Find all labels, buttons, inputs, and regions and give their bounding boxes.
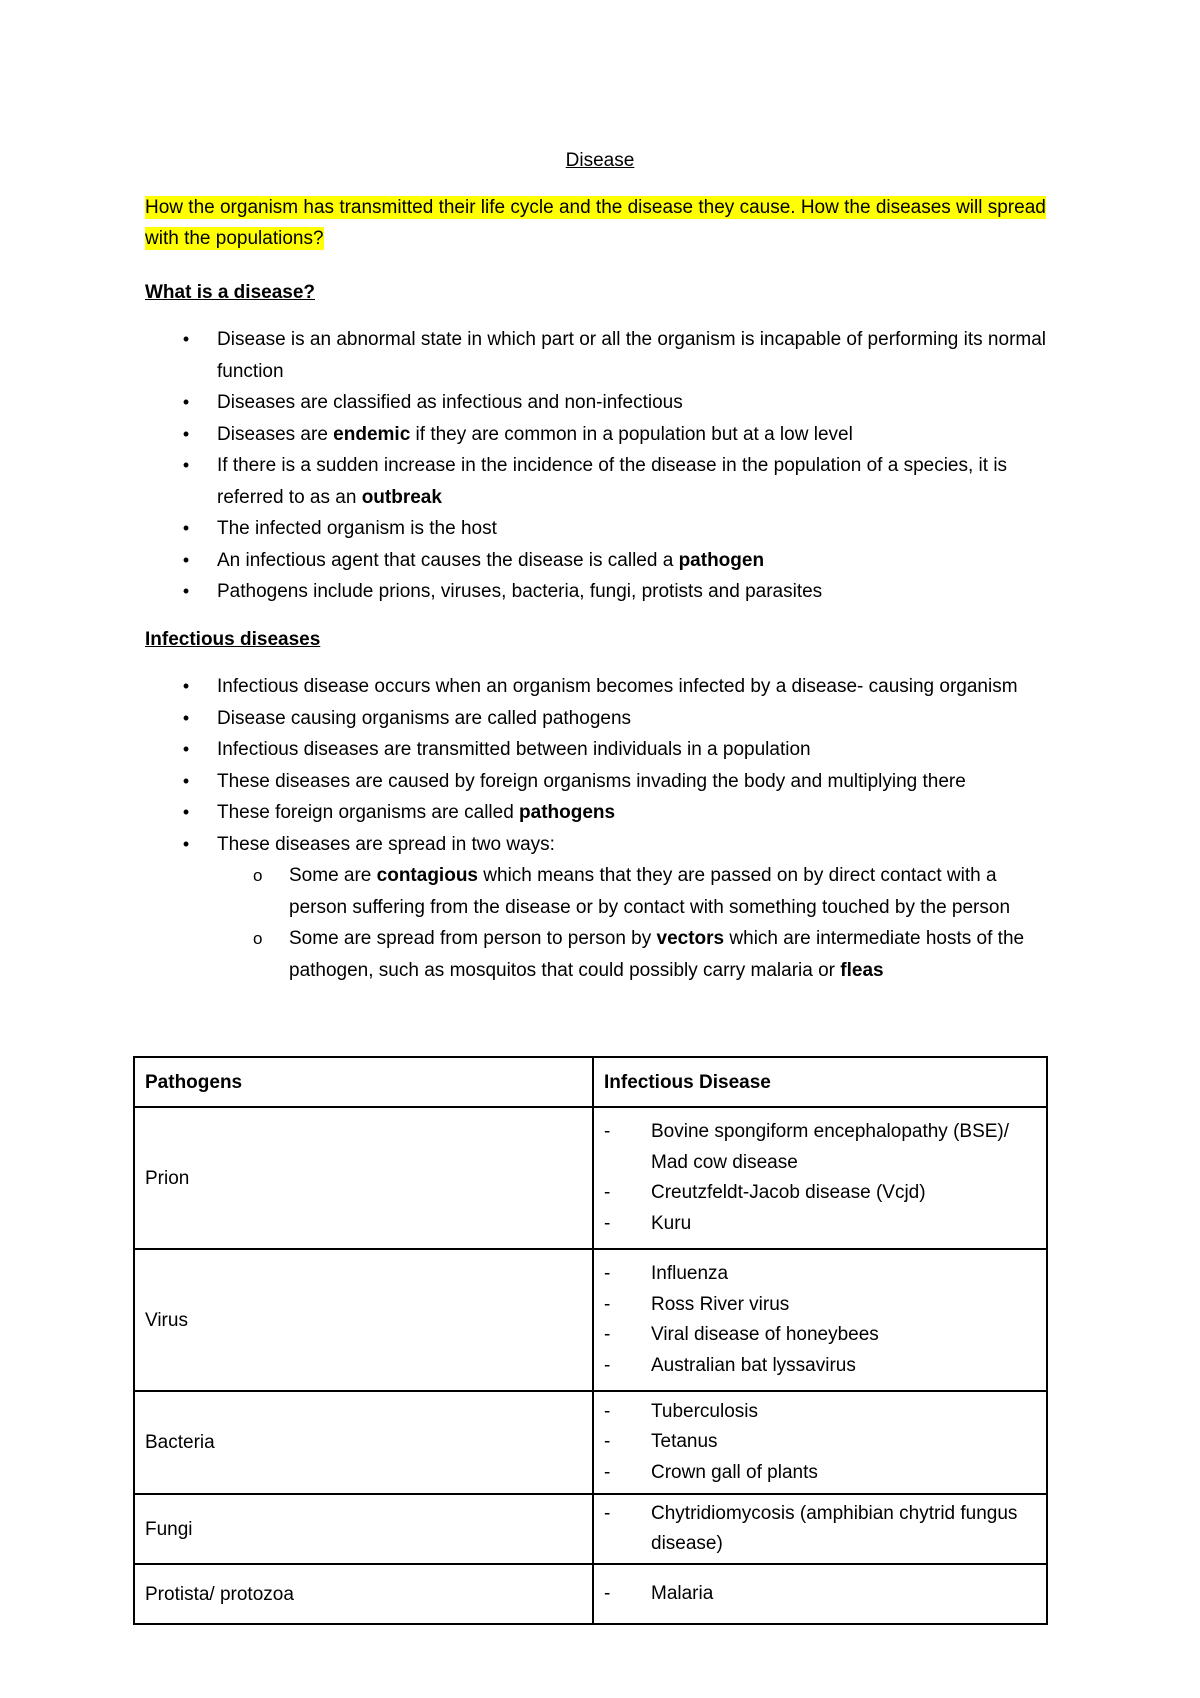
pathogen-cell: Bacteria <box>134 1391 593 1494</box>
list-item <box>145 576 1055 608</box>
dash-bullet-icon: - <box>604 1354 611 1376</box>
table-row <box>134 1391 1047 1494</box>
disease-name: Chytridiomycosis (amphibian chytrid fungus disease) <box>651 1502 1018 1554</box>
text-run: The infected organism is the host <box>217 518 497 539</box>
disease-cell <box>593 1494 1047 1564</box>
header-infectious-disease: Infectious Disease <box>593 1057 1047 1107</box>
text-run: Disease is an abnormal state in which part or all the organism is incapable of performing its normal function <box>217 329 1047 382</box>
text-run: Some are spread from person to person by <box>289 928 657 949</box>
sub-list-item <box>217 860 1055 923</box>
dash-bullet-icon: - <box>604 1502 611 1524</box>
disease-item <box>604 1259 1036 1290</box>
bullet-icon: • <box>182 833 190 854</box>
disease-item <box>604 1427 1036 1458</box>
text-run: These foreign organisms are called <box>217 802 520 823</box>
bullet-icon: • <box>182 739 190 759</box>
bullet-icon: • <box>182 518 190 538</box>
disease-definition-list <box>145 324 1055 608</box>
sub-list-item <box>217 923 1055 986</box>
pathogen-cell: Fungi <box>134 1494 593 1564</box>
section-heading-what-is-disease: What is a disease? <box>145 282 316 303</box>
dash-bullet-icon: - <box>604 1212 611 1234</box>
bold-term: outbreak <box>361 486 442 508</box>
text-run: Infectious disease occurs when an organism becomes infected by a disease- causing organism <box>217 676 1018 697</box>
page-title: Disease <box>565 150 635 171</box>
bullet-icon: • <box>182 581 190 601</box>
list-item <box>145 703 1055 735</box>
disease-name: Kuru <box>651 1212 692 1234</box>
disease-item <box>604 1117 1036 1178</box>
bullet-icon: • <box>182 329 190 349</box>
dash-bullet-icon: - <box>604 1293 611 1315</box>
pathogen-cell: Protista/ protozoa <box>134 1564 593 1624</box>
disease-name: Bovine spongiform encephalopathy (BSE)/ Mad cow disease <box>651 1121 1010 1173</box>
list-item <box>145 797 1055 829</box>
list-item <box>145 671 1055 703</box>
bullet-icon: • <box>182 455 190 475</box>
disease-item <box>604 1397 1036 1428</box>
list-item <box>145 324 1055 387</box>
table-row <box>134 1564 1047 1624</box>
bold-term: endemic <box>333 423 411 445</box>
list-item <box>145 545 1055 577</box>
dash-bullet-icon: - <box>604 1263 611 1284</box>
bullet-icon: • <box>182 707 190 728</box>
disease-name: Malaria <box>651 1582 714 1604</box>
bold-term: pathogens <box>519 802 616 823</box>
bullet-icon: • <box>182 392 190 412</box>
disease-item <box>604 1209 1036 1240</box>
disease-name: Influenza <box>651 1263 729 1284</box>
pathogen-cell: Prion <box>134 1107 593 1249</box>
bold-term: fleas <box>840 959 884 981</box>
circle-bullet-icon: o <box>253 929 263 948</box>
disease-cell <box>593 1107 1047 1249</box>
list-item <box>145 829 1055 987</box>
table-header-row <box>134 1057 1047 1107</box>
dash-bullet-icon: - <box>604 1121 611 1142</box>
text-run: Diseases are classified as infectious and non-infectious <box>217 392 683 413</box>
disease-cell <box>593 1391 1047 1494</box>
dash-bullet-icon: - <box>604 1324 611 1345</box>
text-run: Diseases are <box>217 423 334 445</box>
disease-list <box>604 1579 1036 1610</box>
table-row <box>134 1494 1047 1564</box>
disease-name: Ross River virus <box>651 1293 790 1315</box>
intro-text: How the organism has transmitted their life cycle and the disease they cause. How the diseases will spread with the populations? <box>145 197 1046 249</box>
disease-list <box>604 1499 1036 1560</box>
disease-item <box>604 1458 1036 1489</box>
bullet-icon: • <box>182 802 190 822</box>
disease-name: Crown gall of plants <box>651 1461 818 1483</box>
text-run: Some are <box>289 865 377 886</box>
bold-term: pathogen <box>678 549 765 571</box>
disease-cell <box>593 1249 1047 1391</box>
disease-list <box>604 1397 1036 1489</box>
text-run: Disease causing organisms are called pathogens <box>217 707 632 729</box>
disease-item <box>604 1499 1036 1560</box>
list-item <box>145 766 1055 798</box>
list-item <box>145 419 1055 451</box>
section-heading-infectious-diseases: Infectious diseases <box>145 629 321 650</box>
bullet-icon: • <box>182 676 190 696</box>
list-item <box>145 450 1055 513</box>
text-run: Infectious diseases are transmitted between individuals in a population <box>217 739 811 760</box>
disease-item <box>604 1579 1036 1610</box>
bold-term: contagious <box>376 865 478 886</box>
header-pathogens: Pathogens <box>134 1057 593 1107</box>
dash-bullet-icon: - <box>604 1431 611 1453</box>
text-run: which are intermediate hosts of the pathogen, such as mosquitos that could possibly carry malaria or <box>289 928 1025 981</box>
dash-bullet-icon: - <box>604 1461 611 1483</box>
disease-name: Tuberculosis <box>651 1400 759 1422</box>
text-run: These diseases are caused by foreign organisms invading the body and multiplying there <box>217 770 966 792</box>
text-run: if they are common in a population but at a low level <box>410 423 853 445</box>
disease-item <box>604 1351 1036 1382</box>
dash-bullet-icon: - <box>604 1582 611 1604</box>
infectious-disease-list <box>145 671 1055 986</box>
disease-cell <box>593 1564 1047 1624</box>
bold-term: vectors <box>656 928 725 949</box>
list-item <box>145 387 1055 419</box>
disease-item <box>604 1290 1036 1321</box>
disease-name: Australian bat lyssavirus <box>651 1354 856 1376</box>
disease-list <box>604 1259 1036 1381</box>
disease-name: Viral disease of honeybees <box>651 1324 879 1345</box>
circle-bullet-icon: o <box>253 866 263 885</box>
bullet-icon: • <box>182 770 190 791</box>
list-item <box>145 513 1055 545</box>
disease-item <box>604 1178 1036 1209</box>
table-row <box>134 1107 1047 1249</box>
disease-list <box>604 1117 1036 1239</box>
pathogen-table <box>133 1056 1048 1625</box>
bullet-icon: • <box>182 549 190 570</box>
sub-list <box>217 860 1055 986</box>
dash-bullet-icon: - <box>604 1182 611 1203</box>
text-run: Pathogens include prions, viruses, bacteria, fungi, protists and parasites <box>217 581 823 602</box>
text-run: An infectious agent that causes the disease is called a <box>217 549 679 571</box>
text-run: If there is a sudden increase in the incidence of the disease in the population of a species, it is referred to as an <box>217 455 1008 508</box>
list-item <box>145 734 1055 766</box>
disease-name: Creutzfeldt-Jacob disease (Vcjd) <box>651 1182 926 1203</box>
text-run: which means that they are passed on by direct contact with a person suffering from the disease or by contact with something touched by the person <box>289 865 1011 918</box>
table-row <box>134 1249 1047 1391</box>
disease-name: Tetanus <box>651 1431 718 1453</box>
text-run: These diseases are spread in two ways: <box>217 833 555 855</box>
highlighted-intro <box>145 192 1055 254</box>
pathogen-cell: Virus <box>134 1249 593 1391</box>
bullet-icon: • <box>182 423 190 444</box>
dash-bullet-icon: - <box>604 1400 611 1422</box>
disease-item <box>604 1320 1036 1351</box>
